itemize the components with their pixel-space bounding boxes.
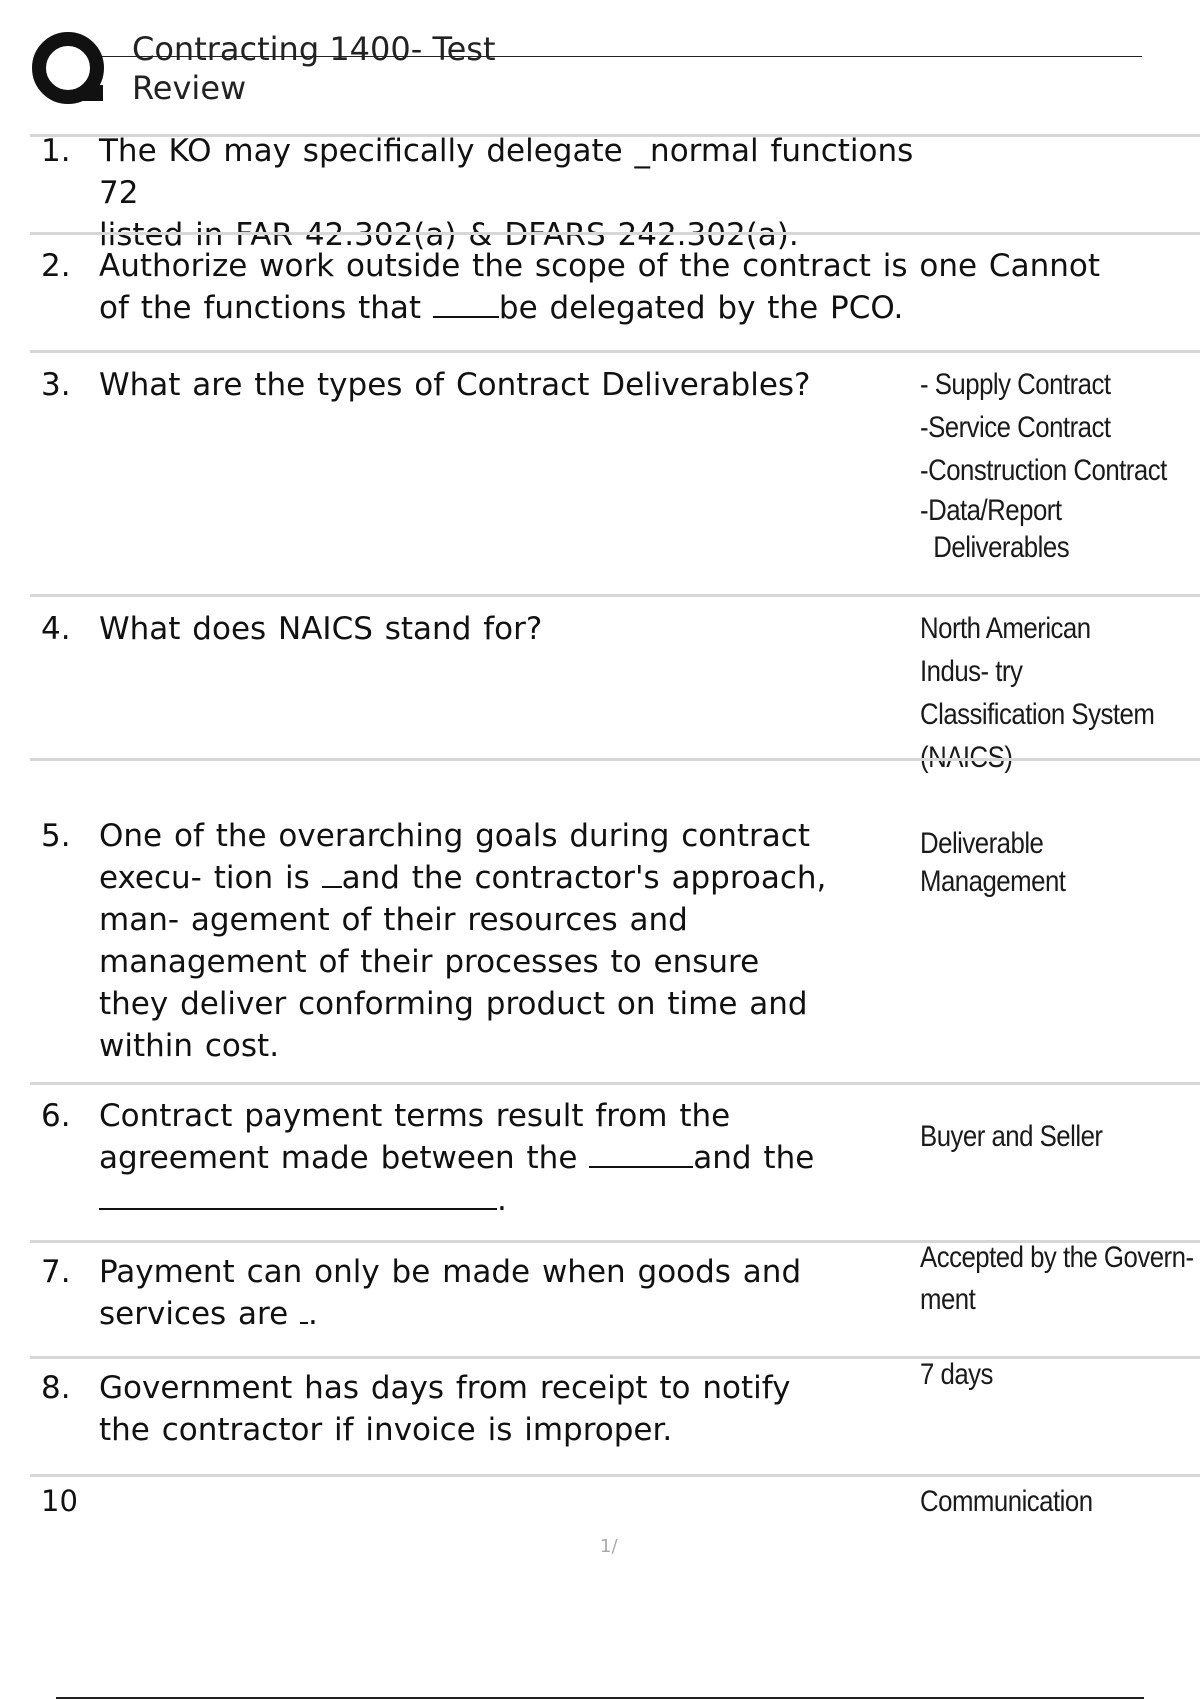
answer-item: North American (920, 612, 1091, 645)
answer-item: -Data/Report (920, 494, 1062, 527)
answer-item: -Service Contract (920, 411, 1111, 444)
answer-blank (589, 1162, 693, 1168)
question-number: 8. (41, 1370, 71, 1406)
answer-blank (300, 1318, 308, 1324)
question-text: Payment can only be made when goods and services are . (99, 1254, 802, 1332)
question-number: 10 (41, 1484, 78, 1518)
question-text: The KO may specifically delegate _normal functions 72 listed in FAR 42.302(a) & DFARS 242.302(a). (99, 133, 914, 253)
answer-list (920, 1237, 1204, 1321)
question-row-3 (30, 350, 1200, 596)
question-number: 3. (41, 367, 71, 403)
question-row-8 (30, 1356, 1200, 1466)
answer-blank (322, 882, 342, 888)
question-text: Authorize work outside the scope of the contract is one Cannot of the functions that be delegated by the PCO. (99, 248, 1100, 326)
question-row-7 (30, 1240, 1200, 1358)
page-number: 1/ (600, 1536, 618, 1557)
page-title (132, 30, 495, 108)
answer-text: Buyer and Seller (920, 1120, 1103, 1153)
row-divider (30, 1474, 1200, 1477)
quizlet-logo-icon (31, 31, 111, 111)
answer-list (920, 363, 1204, 566)
answer-item: Classification System (920, 698, 1155, 731)
answer-item: ment (920, 1283, 976, 1316)
question-number: 7. (41, 1254, 71, 1290)
question-text: Contract payment terms result from the agreement made between the and the . (99, 1098, 815, 1218)
title-line-1: Contracting 1400- Test (132, 30, 496, 68)
answer-text: 7 days (920, 1358, 993, 1391)
question-row-10 (30, 1464, 1200, 1544)
answer-list (920, 825, 1204, 901)
question-number: 4. (41, 611, 71, 647)
question-text: One of the overarching goals during contract execu- tion is and the contractor's approach, man- agement of their resources and management of their processes to ensure they deliver conforming product on time and within cost. (99, 818, 827, 1064)
question-number: 2. (41, 248, 71, 284)
answer-item: (NAICS) (920, 741, 1013, 774)
answer-text: Communication (920, 1485, 1093, 1518)
answer-item: - Supply Contract (920, 368, 1111, 401)
inline-answer: Cannot (988, 248, 1100, 284)
answer-item: -Construction Contract (920, 454, 1167, 487)
question-row-4 (30, 594, 1200, 774)
question-text: Government has days from receipt to notify the contractor if invoice is improper. (99, 1370, 791, 1448)
question-row-1 (30, 133, 1200, 253)
answer-blank (99, 1204, 497, 1210)
title-line-2: Review (132, 69, 247, 107)
answer-item: Accepted by the Govern- (920, 1241, 1194, 1274)
question-row-2 (30, 232, 1200, 352)
answer-list (920, 607, 1204, 774)
inline-answer: 72 (99, 175, 139, 211)
answer-item: Deliverables (920, 531, 1070, 564)
answer-item: Management (920, 865, 1066, 898)
answer-blank (433, 312, 499, 318)
question-text: What does NAICS stand for? (99, 611, 543, 647)
question-row-5 (30, 758, 1200, 1084)
answer-item: Deliverable (920, 827, 1044, 860)
answer-item: Indus- try (920, 655, 1023, 688)
question-text: What are the types of Contract Deliverables? (99, 367, 811, 403)
question-row-6 (30, 1082, 1200, 1242)
question-number: 5. (41, 818, 71, 854)
question-number: 1. (41, 133, 71, 169)
question-number: 6. (41, 1098, 71, 1134)
footer-line (56, 1697, 1144, 1699)
